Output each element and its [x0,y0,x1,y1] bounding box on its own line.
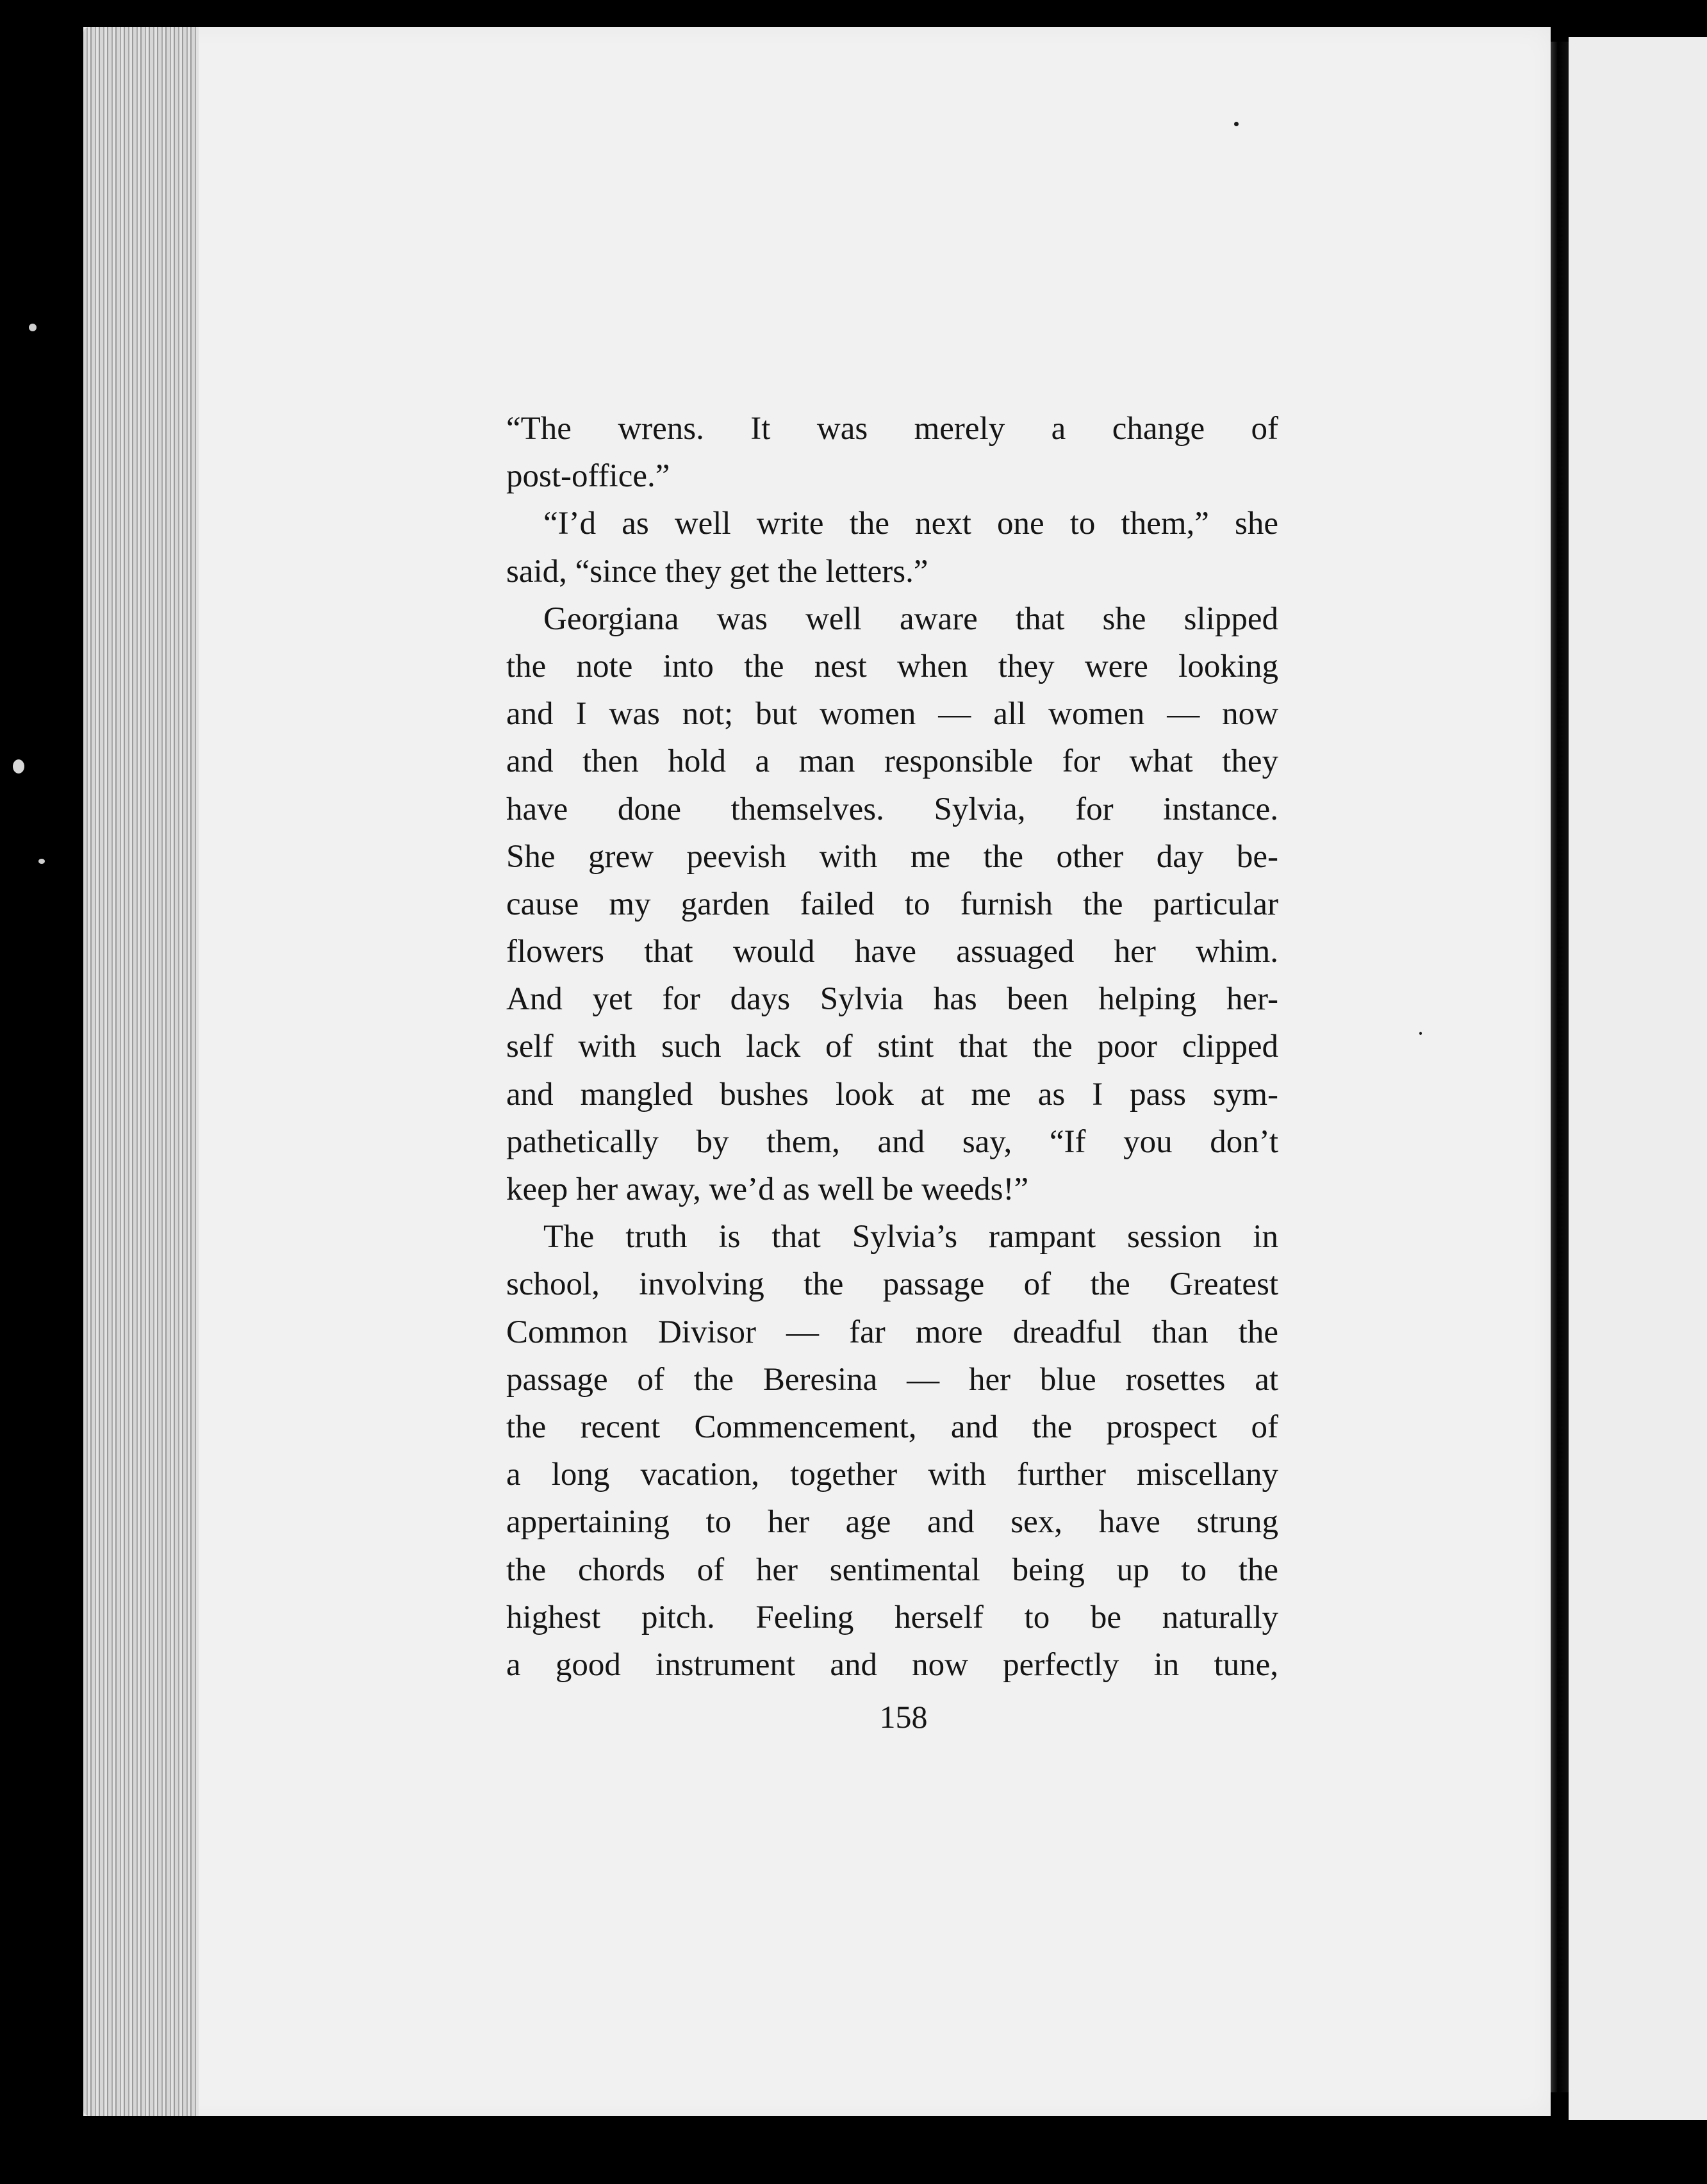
text-line: highest pitch. Feeling herself to be naturally [506,1599,1278,1635]
body-text [506,405,1278,1689]
text-line: She grew peevish with me the other day be- [506,838,1278,875]
text-line: a good instrument and now perfectly in tune, [506,1646,1278,1683]
text-line: keep her away, we’d as well be weeds!” [506,1171,1029,1207]
text-line: passage of the Beresina — her blue rosettes at [506,1361,1278,1398]
text-line: and then hold a man responsible for what they [506,743,1278,780]
text-line: the chords of her sentimental being up to the [506,1551,1278,1588]
text-line: self with such lack of stint that the poor clipped [506,1029,1278,1065]
text-line: said, “since they get the letters.” [506,553,928,590]
dust-speck [1234,122,1239,126]
dust-speck [13,759,24,774]
dust-speck [29,324,37,331]
facing-page [1569,37,1707,2120]
dust-speck [38,859,45,864]
text-line: Common Divisor — far more dreadful than the [506,1314,1278,1350]
text-line: have done themselves. Sylvia, for instance. [506,791,1278,827]
text-line: a long vacation, together with further miscellany [506,1457,1278,1493]
text-line: flowers that would have assuaged her whim. [506,934,1278,970]
text-line: The truth is that Sylvia’s rampant session in [543,1219,1278,1255]
text-line: the note into the nest when they were looking [506,648,1278,684]
text-line: cause my garden failed to furnish the particular [506,886,1278,922]
text-line: and mangled bushes look at me as I pass sym- [506,1076,1278,1113]
dust-speck [1419,1032,1422,1035]
text-line: and I was not; but women — all women — now [506,696,1278,732]
text-line: school, involving the passage of the Greatest [506,1266,1278,1303]
book-gutter [1551,42,1569,2092]
text-line: post-office.” [506,458,670,495]
text-line: And yet for days Sylvia has been helping her- [506,981,1278,1018]
text-line: appertaining to her age and sex, have strung [506,1504,1278,1541]
text-line: “I’d as well write the next one to them,” she [543,506,1278,542]
text-line: Georgiana was well aware that she slipped [543,600,1278,637]
page-edges [83,27,199,2116]
text-line: “The wrens. It was merely a change of [506,411,1278,447]
page-number: 158 [879,1699,928,1735]
text-line: the recent Commencement, and the prospect of [506,1409,1278,1445]
text-line: pathetically by them, and say, “If you don’t [506,1123,1278,1160]
